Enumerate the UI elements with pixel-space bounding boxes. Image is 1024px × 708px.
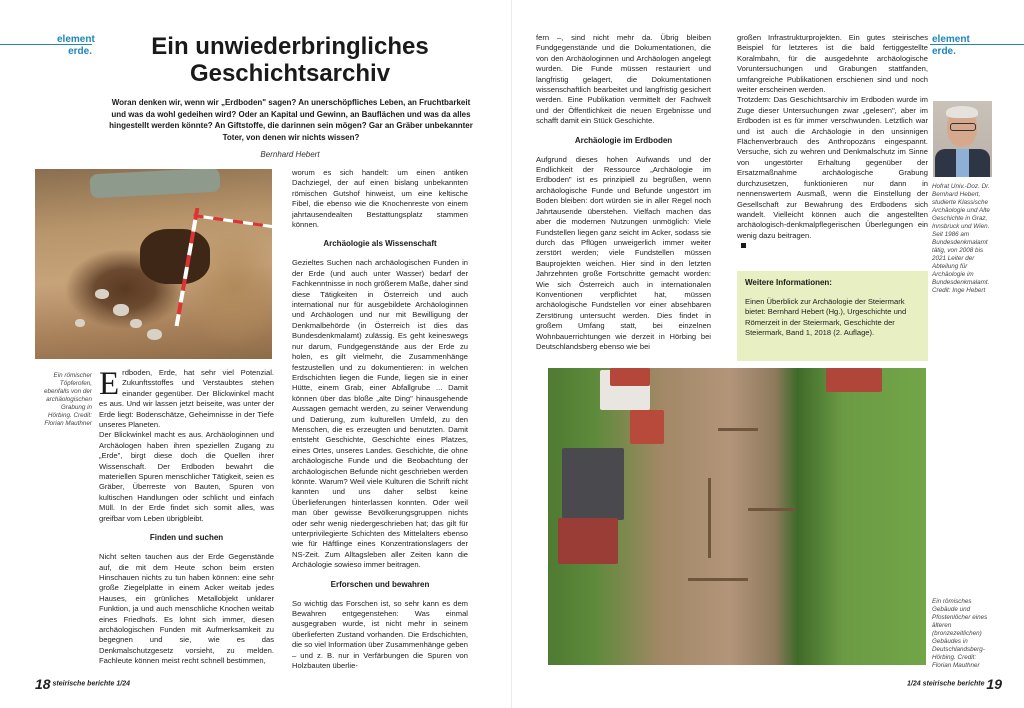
further-info-text: Einen Überblick zur Archäologie der Steiermark bietet: Bernhard Hebert (Hg.), Urgeschichte und Römerzeit in der Steiermark, Geschichte der Steiermark, Band 1, 2018 (2. Auflage). xyxy=(745,297,907,338)
col3-paragraph-2: Aufgrund dieses hohen Aufwands und der Endlichkeit der Ressource „Archäologie im Erdboden" ist es prinzipiell zu begrüßen, wenn archäologische Funde und Befunde ungestört im Boden bleiben: dort würden sie in aller Regel noch Jahrtausende überstehen. Vielfach machen das aber die modernen Nutzungen unmöglich: Viele Fundstellen liegen ganz seicht im Acker, sodass sie durch das Pflügen unweigerlich immer weiter zerstört werden; viele Fundstellen müssen Bauprojekten weichen. Hier sind in den letzten Jahrzehnten große Fortschritte gemacht worden: Wie sich Österreich auch in internationalen Konventionen verpflichtet hat, müssen archäologische Fundstellen vor einer absehbaren Zerstörung untersucht werden. Dies findet in großem Umfang statt, bei einzelnen Wohnbauerrichtungen wie derzeit in Hörbing bei Deutschlandsberg ebenso wie bei xyxy=(536,154,711,351)
heading-archaeologie-als-wissenschaft: Archäologie als Wissenschaft xyxy=(323,239,437,249)
stone-shape xyxy=(113,304,129,316)
stone-shape xyxy=(75,319,85,327)
end-of-article-mark xyxy=(741,243,746,248)
column-3 xyxy=(536,33,711,366)
house-roof-shape xyxy=(610,368,650,386)
col1-paragraph-3: Nicht selten tauchen aus der Erde Gegenstände auf, die mit dem Heute schon beim ersten Hinschauen nichts zu tun haben können: eine sehr große Ziegelplatte in einem Acker weitab jedes Hauses, ein grünliches Metallobjekt unklarer Funktion, ja und auch menschliche Knochen weitab eines Friedhofs. Es lohnt sich immer, diesen archäologischen Funden mit Aufmerksamkeit zu begegnen und sie, wie es das Denkmalschutzgesetz vorsieht, zu melden. Fachleute können meist recht schnell bestimmen, xyxy=(99,552,274,666)
heading-erforschen-und-bewahren: Erforschen und bewahren xyxy=(330,579,430,589)
heading-archaeologie-im-erdboden: Archäologie im Erdboden xyxy=(574,135,673,145)
column-1 xyxy=(99,368,274,674)
col1-paragraph-2: Der Blickwinkel macht es aus. Archäologinnen und Archäologen haben ihren speziellen Zugang zu „Erde", birgt diese doch die Quellen ihrer Wissenschaft. Der Erdboden bewahrt die materiellen Spuren menschlicher Tätigkeit, seien es Gräber, Überreste von Bauten, Spuren von kultischen Handlungen oder schlicht und einfach Müll. In der Erde findet sich somit alles, was greifbar vom Leben übrigbleibt. xyxy=(99,430,274,523)
article-author: Bernhard Hebert xyxy=(260,150,320,159)
kiln-photo-caption: Ein römischer Töpferofen, ebenfalls von der archäologischen Grabung in Hörbing. Credit: Florian Mauthner xyxy=(44,372,92,427)
trench-shape xyxy=(688,578,748,581)
house-roof-shape xyxy=(630,410,664,444)
magazine-name-right: steirische berichte xyxy=(922,680,985,688)
section-tag-line2: erde. xyxy=(932,46,956,57)
portrait-caption: Hofrat Univ.-Doz. Dr. Bernhard Hebert, studierte Klassische Archäologie und Alte Geschichte in Graz, Innsbruck und Wien. Seit 1986 am Bundesdenkmalamt tätig, von 2008 bis 2021 Leiter der Abteilung für Archäologie im Bundesdenkmalamt. Credit: Inge Hebert xyxy=(932,183,990,294)
col2-paragraph-2: Gezieltes Suchen nach archäologischen Funden in der Erde (und auch unter Wasser) bedarf der Fachkenntnisse in noch größerem Maße, daher sind diese Tätigkeiten in Österreich und auch international nur für ausgebildete Archäologinnen und Archäologen und nur mit Bewilligung der Denkmalbehörde (in Österreich ist dies das Bundesdenkmalamt) zulässig. Es geht keineswegs nur darum, Fundgegenstände aus der Erde zu holen, es gilt vielmehr, die Zusammenhänge festzustellen und zu dokumentieren: in welchen Erdschichten liegen die Funde, liegen sie in einer Hütte, einem Grab, einer Abfallgrube ... Damit können über das bloße „alte Ding" hinausgehende Aussagen gemacht werden, zu seiner Verwendung und Datierung, zum kulturellen Umfeld, zu den Menschen, die es erzeugten und benutzten. Damit entsteht Geschichte, Geschichte eines Platzes, eines Ortes, unseres Landes. Geschichte, die ohne archäologische Funde und die Beobachtung der archäologischen Befunde nicht geschrieben werden könnte. Warum? Weil viele Kulturen die Schrift nicht kannten und uns daher selbst keine Überlieferungen hinterlassen konnten. Oder weil man über gewisse Bevölkerungsgruppen nichts oder sehr wenig niedergeschrieben hat; das gilt für unterprivilegierte Schichten des Mittelalters ebenso wie für Häftlinge eines Konzentrationslagers der NS-Zeit. Zum Alltagsleben aller Zeiten kann die Archäologie sowieso immer beitragen. xyxy=(292,258,468,570)
house-roof-shape xyxy=(562,448,624,520)
section-tag-line1: element xyxy=(932,34,970,45)
trench-shape xyxy=(708,478,711,558)
section-tag-line2: erde. xyxy=(68,46,92,57)
further-info-heading: Weitere Informationen: xyxy=(745,278,832,287)
col4-paragraph-2: Trotzdem: Das Geschichtsarchiv im Erdboden wurde im Zuge dieser Untersuchungen zwar „gelesen", aber im Erdboden ist es für immer verschwunden. Letztlich war und ist auch die Archäologie in den unsinnigen Flächenverbrauch des Anthropozäns eingespannt. Versuche, sich zu wehren und Denkmalschutz im Sinne von ungestörter Erhaltung gegenüber der Ersatzmaßnahme archäologische Grabung durchzusetzen, funktionieren nur dann in nennenswertem Ausmaß, wenn die Einstellung der Gesellschaft zur Bewahrung des Erdbodens sich wandelt. Vielleicht können auch die angestellten archäologisch-denkmalpflegerischen Überlegungen ein wenig dazu beitragen. xyxy=(737,95,928,240)
section-tag-line1: element xyxy=(57,34,95,45)
col2-paragraph-1: worum es sich handelt: um einen antiken Dachziegel, der auf einen bislang unbekannten römischen Gutshof hinweist, um eine keltische Fibel, die ebenso wie die Knochenreste von einem jahrtausendealten Bestattungsplatz stammen können. xyxy=(292,168,468,230)
magazine-name-left: steirische berichte xyxy=(52,680,115,688)
column-2 xyxy=(292,168,468,674)
house-roof-shape xyxy=(558,518,618,564)
article-title: Ein unwiederbringliches Geschichtsarchiv xyxy=(151,33,429,87)
section-tag-right xyxy=(932,34,970,58)
article-lead: Woran denken wir, wenn wir „Erdboden" sagen? An unerschöpfliches Leben, an Fruchtbarkeit und was da wohl gedeihen wird? Oder an Kapital und Gewinn, an Bauflächen und was da alles hingestellt werden könnte? An Giftstoffe, die darinnen sein mögen? Gar an Gräber unbekannter Toter, von denen wir nichts wissen? xyxy=(109,98,473,142)
glasses-shape xyxy=(950,123,976,131)
col4-paragraph-1: großen Infrastrukturprojekten. Ein gutes steirisches Beispiel für letzteres ist die bald fertiggestellte Koralmbahn, für die ausgedehnte archäologische Voruntersuchungen und Grabungen stattfanden, umfangreiche Publikationen erschienen sind und noch weiter erscheinen werden. xyxy=(737,33,928,95)
author-portrait-photo xyxy=(933,101,992,177)
shirt-shape xyxy=(956,149,969,177)
column-4 xyxy=(737,33,928,259)
stone-shape xyxy=(147,329,162,340)
page-number-left: 18 xyxy=(35,676,51,692)
further-info-box xyxy=(737,271,928,361)
issue-right: 1/24 xyxy=(907,680,921,688)
aerial-photo-caption: Ein römisches Gebäude und Pfostenlöcher eines älteren (bronzezeitlichen) Gebäudes in Deutschlandsberg-Hörbing. Credit: Florian Mauthner xyxy=(932,598,988,669)
col3-paragraph-1: fern –, sind nicht mehr da. Übrig bleiben Fundgegenstände und die Dokumentationen, die von den Archäologinnen und Archäologen angelegt wurden. Die Funde müssen restauriert und langfristig gelagert, die Dokumentationen wissenschaftlich bearbeitet und langfristig gesichert werden. Eine Publikation vermittelt der Fachwelt und der Öffentlichkeit die neuen Ergebnisse und schafft damit ein Stück Geschichte. xyxy=(536,33,711,126)
trench-shape xyxy=(748,508,796,511)
tarp-shape xyxy=(89,169,220,198)
page-number-right: 19 xyxy=(986,676,1002,692)
measuring-rod-horizontal xyxy=(193,214,272,231)
footer-left xyxy=(35,676,130,692)
heading-finden-und-suchen: Finden und suchen xyxy=(149,533,224,543)
col1-paragraph-1: rdboden, Erde, hat sehr viel Potenzial. Zukunftsstoffes und Verstaubtes stehen einander gegenüber. Der Blickwinkel macht es aus. Und wir lassen jetzt beiseite, was unter der Erde liegt: Bodenschätze, Geheimnisse in der Tiefe unseres Planeten. xyxy=(99,368,274,430)
kiln-pit-shape xyxy=(140,229,210,284)
col2-paragraph-3: So wichtig das Forschen ist, so sehr kann es dem Bewahren entgegenstehen: Was einmal ausgegraben wurde, ist nicht mehr in seinem überlieferten Zustand vorhanden. Die Erdschichten, die so viel Information über Zusammenhänge geben – und z. B. nur in Verfärbungen die Spuren von Holzbauten überlie- xyxy=(292,598,468,671)
right-page xyxy=(512,0,1024,708)
stone-shape xyxy=(95,289,109,299)
hair-shape xyxy=(946,106,978,118)
issue-left: 1/24 xyxy=(116,680,130,688)
dropcap-letter: E xyxy=(99,368,120,402)
house-roof-shape xyxy=(826,368,882,392)
stone-shape xyxy=(130,319,142,328)
kiln-excavation-photo xyxy=(35,169,272,359)
section-tag-left xyxy=(57,34,95,58)
footer-right xyxy=(907,676,1002,692)
trench-shape xyxy=(718,428,758,431)
aerial-excavation-photo xyxy=(548,368,926,665)
